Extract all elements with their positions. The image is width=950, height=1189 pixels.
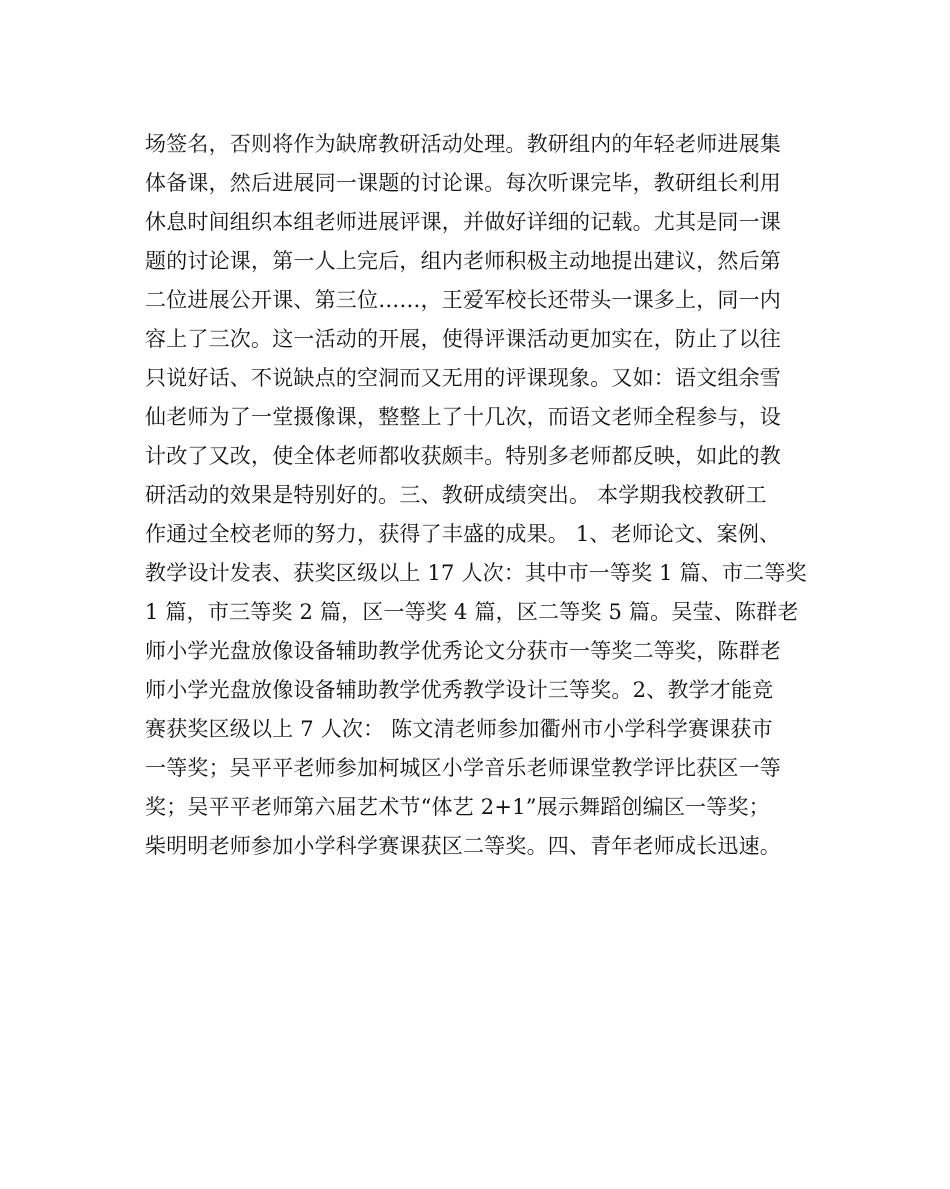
text-line: 1 篇，市三等奖 2 篇，区一等奖 4 篇，区二等奖 5 篇。吴莹、陈群老 [145, 600, 799, 624]
text-line: 赛获奖区级以上 7 人次： 陈文清老师参加衢州市小学科学赛课获市 [145, 717, 773, 741]
text-line: 休息时间组织本组老师进展评课，并做好详细的记载。尤其是同一课 [145, 210, 781, 234]
text-line: 师小学光盘放像设备辅助教学优秀论文分获市一等奖二等奖，陈群老 [145, 639, 781, 663]
text-line: 题的讨论课，第一人上完后，组内老师积极主动地提出建议，然后第 [145, 249, 781, 273]
text-line: 研活动的效果是特别好的。三、教研成绩突出。 本学期我校教研工 [145, 483, 767, 507]
text-line: 一等奖；吴平平老师参加柯城区小学音乐老师课堂教学评比获区一等 [145, 756, 781, 780]
text-line: 容上了三次。这一活动的开展，使得评课活动更加实在，防止了以往 [145, 327, 781, 351]
text-line: 作通过全校老师的努力，获得了丰盛的成果。 1、老师论文、案例、 [145, 522, 781, 546]
body-text [145, 125, 810, 866]
text-line: 计改了又改，使全体老师都收获颇丰。特别多老师都反映，如此的教 [145, 444, 781, 468]
text-line: 师小学光盘放像设备辅助教学优秀教学设计三等奖。2、教学才能竞 [145, 678, 774, 702]
text-line: 柴明明老师参加小学科学赛课获区二等奖。四、青年老师成长迅速。 [145, 834, 781, 858]
text-line: 场签名，否则将作为缺席教研活动处理。教研组内的年轻老师进展集 [145, 132, 781, 156]
text-line: 教学设计发表、获奖区级以上 17 人次：其中市一等奖 1 篇、市二等奖 [145, 561, 807, 585]
text-line: 仙老师为了一堂摄像课，整整上了十几次，而语文老师全程参与，设 [145, 405, 781, 429]
text-line: 体备课，然后进展同一课题的讨论课。每次听课完毕，教研组长利用 [145, 171, 781, 195]
text-line: 二位进展公开课、第三位……，王爱军校长还带头一课多上，同一内 [145, 288, 781, 312]
text-line: 奖；吴平平老师第六届艺术节“体艺 2+1”展示舞蹈创编区一等奖； [145, 795, 770, 819]
text-line: 只说好话、不说缺点的空洞而又无用的评课现象。又如：语文组余雪 [145, 366, 781, 390]
